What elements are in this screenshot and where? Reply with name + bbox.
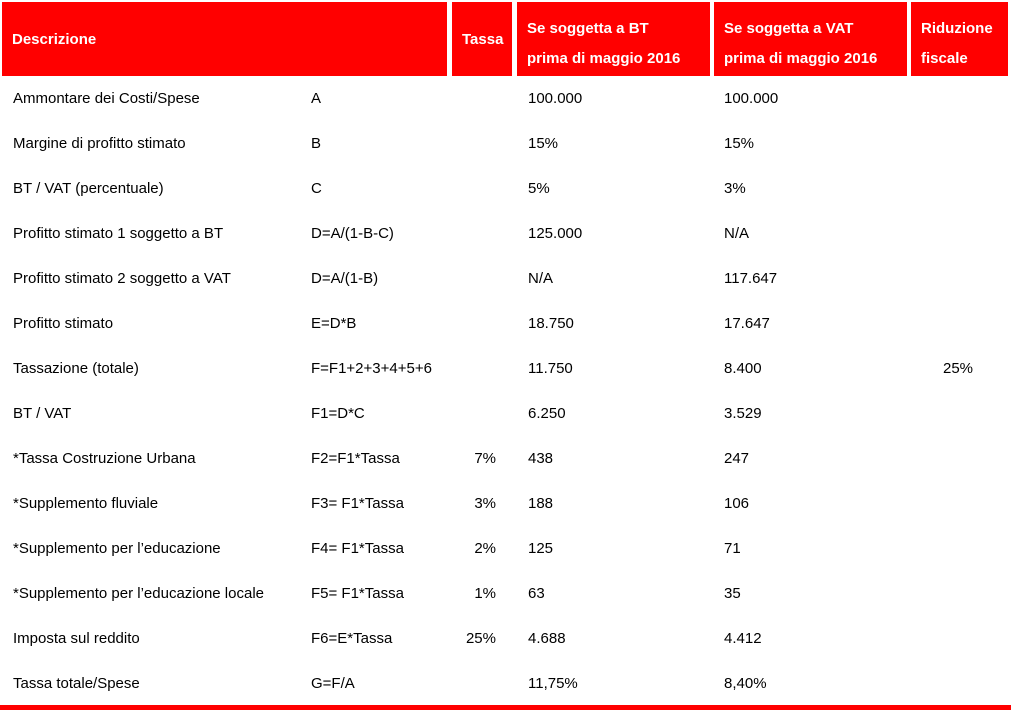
cell-vat: 15% [724,135,755,152]
cell-descrizione: Tassa totale/Spese [13,675,140,692]
cell-descrizione: Profitto stimato [13,315,114,332]
header-bt [517,2,710,76]
cell-bt: 438 [528,450,554,467]
cell-descrizione: *Tassa Costruzione Urbana [13,450,196,467]
table-body [0,78,1011,708]
table-header [0,0,1011,78]
cell-formula: F2=F1*Tassa [311,450,400,467]
header-bt-line1: Se soggetta a BT [527,20,649,37]
header-tassa [452,2,512,76]
cell-descrizione: Imposta sul reddito [13,630,140,647]
cell-vat: 71 [724,540,741,557]
cell-vat: 247 [724,450,750,467]
cell-tassa: 2% [474,540,496,557]
cell-riduzione: 25% [943,360,974,377]
cell-formula: E=D*B [311,315,357,332]
header-riduzione-line1: Riduzione [921,20,993,37]
cell-bt: 11.750 [528,360,573,377]
cell-tassa: 1% [474,585,496,602]
cell-tassa: 3% [474,495,496,512]
cell-vat: 8.400 [724,360,762,377]
cell-formula: F4= F1*Tassa [311,540,404,557]
cell-vat: 106 [724,495,750,512]
header-descrizione-label: Descrizione [12,31,97,48]
header-descrizione [2,2,447,76]
cell-descrizione: BT / VAT (percentuale) [13,180,164,197]
table-row [0,663,1011,708]
table-row [0,258,1011,303]
cell-bt: 15% [528,135,559,152]
cell-bt: 100.000 [528,90,583,107]
cell-descrizione: Profitto stimato 1 soggetto a BT [13,225,224,242]
cell-tassa: 7% [474,450,496,467]
cell-vat: N/A [724,225,750,242]
cell-bt: 11,75% [528,675,578,692]
header-riduzione [911,2,1008,76]
table-row [0,78,1011,123]
cell-descrizione: Ammontare dei Costi/Spese [13,90,200,107]
cell-vat: 4.412 [724,630,762,647]
header-tassa-label: Tassa [462,31,504,48]
cell-bt: 63 [528,585,545,602]
cell-descrizione: Margine di profitto stimato [13,135,186,152]
cell-bt: N/A [528,270,554,287]
cell-formula: F5= F1*Tassa [311,585,404,602]
table-row [0,438,1011,483]
cell-formula: F1=D*C [311,405,365,422]
cell-bt: 125.000 [528,225,583,242]
table-row [0,348,1011,393]
cell-vat: 100.000 [724,90,779,107]
cell-tassa: 25% [465,630,496,647]
cell-formula: A [311,90,322,107]
cell-vat: 8,40% [724,675,767,692]
cell-descrizione: *Supplemento per l’educazione locale [13,585,265,602]
cell-formula: G=F/A [311,675,355,692]
table-row [0,123,1011,168]
cell-bt: 6.250 [528,405,566,422]
table-row [0,393,1011,438]
header-riduzione-line2: fiscale [921,50,968,67]
cell-vat: 117.647 [724,270,778,287]
cell-vat: 17.647 [724,315,770,332]
table-bottom-rule [0,705,1011,710]
header-bt-line2: prima di maggio 2016 [527,50,681,67]
header-vat-line2: prima di maggio 2016 [724,50,878,67]
cell-formula: F6=E*Tassa [311,630,393,647]
cell-descrizione: Profitto stimato 2 soggetto a VAT [13,270,231,287]
table-row [0,618,1011,663]
cell-formula: C [311,180,322,197]
cell-vat: 35 [724,585,741,602]
cell-formula: F3= F1*Tassa [311,495,404,512]
header-vat-line1: Se soggetta a VAT [724,20,854,37]
table-row [0,528,1011,573]
cell-bt: 5% [528,180,550,197]
cell-formula: B [311,135,322,152]
cell-formula: F=F1+2+3+4+5+6 [311,360,432,377]
table-row [0,573,1011,618]
cell-bt: 4.688 [528,630,566,647]
cell-bt: 18.750 [528,315,574,332]
cell-descrizione: *Supplemento per l’educazione [13,540,221,557]
cell-descrizione: Tassazione (totale) [13,360,139,377]
cell-descrizione: *Supplemento fluviale [13,495,159,512]
cell-vat: 3% [724,180,746,197]
table-row [0,303,1011,348]
cell-bt: 188 [528,495,554,512]
cell-formula: D=A/(1-B-C) [311,225,394,242]
cell-vat: 3.529 [724,405,762,422]
cell-bt: 125 [528,540,554,557]
header-vat [714,2,907,76]
table-row [0,213,1011,258]
table-row [0,168,1011,213]
cell-formula: D=A/(1-B) [311,270,379,287]
cell-descrizione: BT / VAT [13,405,72,422]
table-row [0,483,1011,528]
